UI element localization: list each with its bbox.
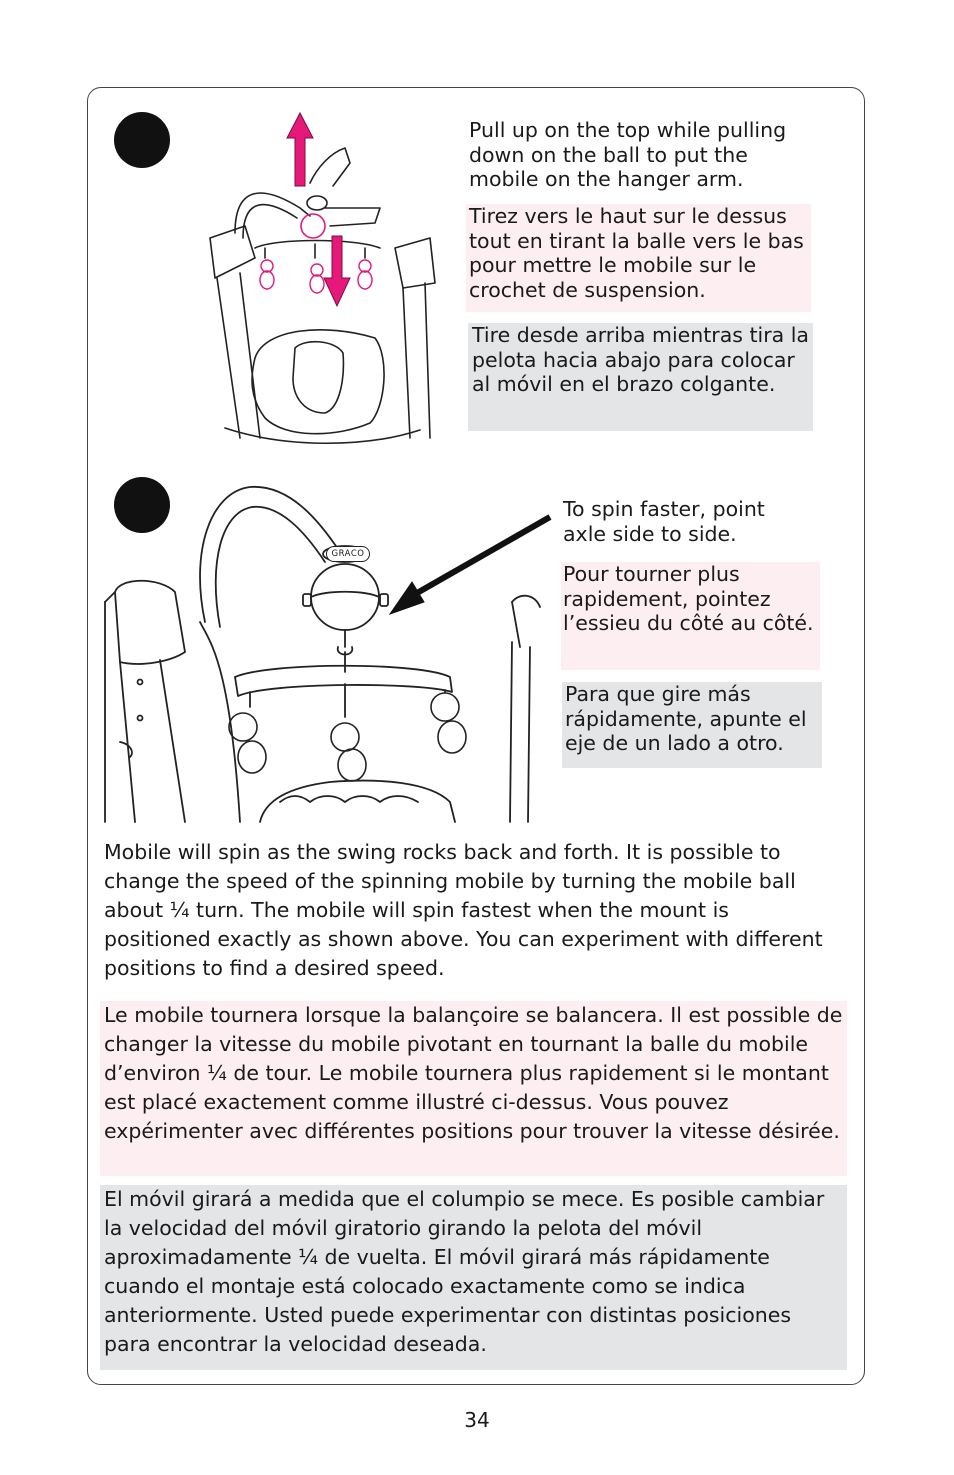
body-english-paragraph: Mobile will spin as the swing rocks back and forth. It is possible to change the speed of the spinning mobile by turning the mobile ball about ¼ turn. The mobile will spin fastest when the mount is positioned exactly as shown above. You can experiment with different positions to find a desired speed. bbox=[104, 840, 823, 980]
page-number: 34 bbox=[464, 1408, 490, 1432]
step-1-english-text: Pull up on the top while pulling down on the ball to put the mobile on the hanger arm. bbox=[469, 118, 787, 191]
step-1-french-text: Tirez vers le haut sur le dessus tout en tirant la balle vers le bas pour mettre le mobile sur le crochet de suspension. bbox=[466, 204, 811, 312]
body-french-paragraph: Le mobile tournera lorsque la balançoire se balancera. Il est possible de changer la vitesse du mobile pivotant en tournant la balle du mobile d’environ ¼ de tour. Le mobile tournera plus rapidement si le montant est placé exactement comme illustré ci-dessus. Vous pouvez expérimenter avec différentes positions pour trouver la vitesse désirée. bbox=[100, 1001, 847, 1176]
step-2-spanish-text: Para que gire más rápidamente, apunte el eje de un lado a otro. bbox=[562, 682, 822, 768]
step-1-spanish-text: Tire desde arriba mientras tira la pelota hacia abajo para colocar al móvil en el brazo colgante. bbox=[468, 323, 813, 431]
step-2-english-text: To spin faster, point axle side to side. bbox=[563, 497, 765, 546]
step-1-illustration bbox=[205, 108, 465, 448]
step-2-illustration bbox=[100, 482, 540, 822]
body-spanish-paragraph: El móvil girará a medida que el columpio se mece. Es posible cambiar la velocidad del móvil giratorio girando la pelota del móvil aproximadamente ¼ de vuelta. El móvil girará más rápidamente cuando el montaje está colocado exactamente como se indica anteriormente. Usted puede experimentar con distintas posiciones para encontrar la velocidad deseada. bbox=[100, 1185, 847, 1370]
step-1-marker bbox=[114, 112, 170, 168]
brand-label: GRACO bbox=[331, 549, 365, 559]
step-2-french-text: Pour tourner plus rapidement, pointez l’essieu du côté au côté. bbox=[561, 562, 820, 670]
graco-logo bbox=[326, 546, 370, 562]
